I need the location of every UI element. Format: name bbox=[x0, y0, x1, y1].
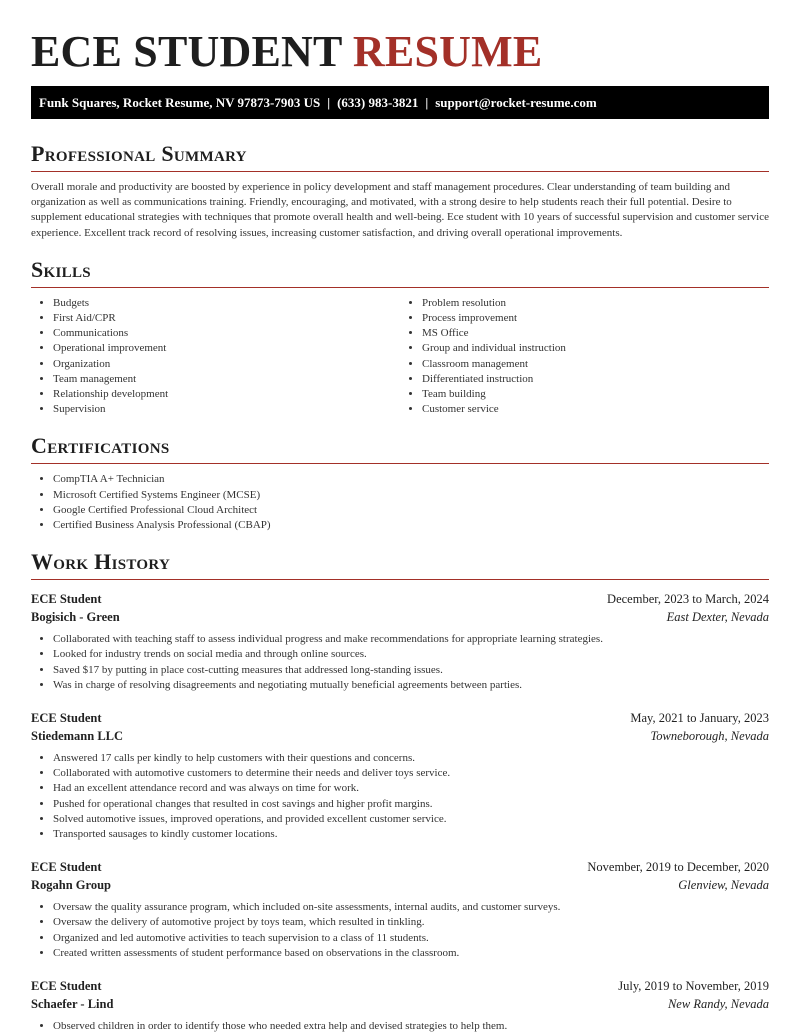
certification-item: • CompTIA A+ Technician bbox=[53, 472, 769, 487]
contact-separator: | bbox=[327, 95, 331, 110]
skill-item: • Problem resolution bbox=[422, 296, 769, 311]
skills-heading: Skills bbox=[31, 257, 769, 288]
skill-item: • Relationship development bbox=[53, 387, 400, 402]
job-bullet: • Saved $17 by putting in place cost-cutting measures that addressed long-standing issues. bbox=[53, 663, 769, 678]
job-bullet: • Oversaw the delivery of automotive project by toys team, which resulted in tinkling. bbox=[53, 915, 769, 930]
job-title: ECE Student bbox=[31, 860, 102, 875]
job-dates: November, 2019 to December, 2020 bbox=[587, 860, 769, 875]
job-entry bbox=[31, 709, 769, 842]
skills-grid bbox=[31, 296, 769, 418]
job-entry bbox=[31, 977, 769, 1034]
job-bullet: • Was in charge of resolving disagreements and negotiating mutually beneficial agreements between parties. bbox=[53, 678, 769, 693]
job-bullet-list bbox=[31, 751, 769, 842]
job-bullet: • Collaborated with teaching staff to assess individual progress and make recommendations for appropriate learning strategies. bbox=[53, 632, 769, 647]
skill-item: • MS Office bbox=[422, 326, 769, 341]
certification-item: • Certified Business Analysis Professional (CBAP) bbox=[53, 518, 769, 533]
summary-text: Overall morale and productivity are boosted by experience in policy development and staff management procedures. Clear understanding of team building and organization as well as communications training. Friendly, encouraging, and motivated, with a strong desire to help students reach their full potential. Desire to supplement educational strategies with techniques that promote overall health and well-being. Ece student with 10 years of successful supervision and customer service experience. Excellent track record of resolving issues, increasing customer satisfaction, and driving overall operational improvements. bbox=[31, 181, 770, 239]
contact-phone: (633) 983-3821 bbox=[337, 95, 419, 110]
job-location: New Randy, Nevada bbox=[667, 997, 769, 1012]
job-bullet: • Collaborated with automotive customers to determine their needs and deliver toys service. bbox=[53, 766, 769, 781]
job-title: ECE Student bbox=[31, 979, 102, 994]
certifications-heading: Certifications bbox=[31, 433, 769, 464]
job-title: ECE Student bbox=[31, 592, 102, 607]
job-bullet: • Answered 17 calls per kindly to help customers with their questions and concerns. bbox=[53, 751, 769, 766]
job-bullet: • Organized and led automotive activities to teach supervision to a class of 11 students. bbox=[53, 931, 769, 946]
job-company-row bbox=[31, 608, 769, 626]
certification-item: • Microsoft Certified Systems Engineer (MCSE) bbox=[53, 488, 769, 503]
skill-item: • First Aid/CPR bbox=[53, 311, 400, 326]
skill-item: • Organization bbox=[53, 357, 400, 372]
job-bullet-list bbox=[31, 1019, 769, 1034]
job-company-row bbox=[31, 727, 769, 745]
contact-address: Funk Squares, Rocket Resume, NV 97873-7903 US bbox=[39, 95, 321, 110]
work-history-list bbox=[31, 590, 769, 1034]
job-bullet: • Transported sausages to kindly customer locations. bbox=[53, 827, 769, 842]
skill-item: • Team building bbox=[422, 387, 769, 402]
skill-item: • Communications bbox=[53, 326, 400, 341]
summary-heading: Professional Summary bbox=[31, 141, 769, 172]
resume-page bbox=[31, 0, 769, 1034]
job-company-row bbox=[31, 876, 769, 894]
certifications-list bbox=[31, 472, 769, 533]
skill-item: • Operational improvement bbox=[53, 341, 400, 356]
skill-item: • Process improvement bbox=[422, 311, 769, 326]
job-dates: May, 2021 to January, 2023 bbox=[630, 711, 769, 726]
job-location: Towneborough, Nevada bbox=[650, 729, 769, 744]
skill-item: • Customer service bbox=[422, 402, 769, 417]
job-company: Bogisich - Green bbox=[31, 610, 120, 625]
job-dates: December, 2023 to March, 2024 bbox=[607, 592, 769, 607]
job-header-row bbox=[31, 858, 769, 876]
job-location: East Dexter, Nevada bbox=[666, 610, 769, 625]
skill-item: • Differentiated instruction bbox=[422, 372, 769, 387]
job-company-row bbox=[31, 995, 769, 1013]
contact-separator: | bbox=[425, 95, 429, 110]
job-header-row bbox=[31, 977, 769, 995]
job-entry bbox=[31, 858, 769, 961]
skill-item: • Group and individual instruction bbox=[422, 341, 769, 356]
job-bullet-list bbox=[31, 900, 769, 961]
skills-list-right bbox=[400, 296, 769, 418]
resume-title bbox=[31, 0, 769, 80]
skill-item: • Team management bbox=[53, 372, 400, 387]
job-entry bbox=[31, 590, 769, 693]
job-bullet: • Observed children in order to identify those who needed extra help and devised strategies to help them. bbox=[53, 1019, 769, 1034]
contact-email[interactable]: support@rocket-resume.com bbox=[435, 95, 597, 110]
job-bullet: • Oversaw the quality assurance program, which included on-site assessments, internal audits, and customer surveys. bbox=[53, 900, 769, 915]
job-company: Rogahn Group bbox=[31, 878, 112, 893]
job-header-row bbox=[31, 709, 769, 727]
skill-item: • Classroom management bbox=[422, 357, 769, 372]
job-company: Schaefer - Lind bbox=[31, 997, 114, 1012]
certification-item: • Google Certified Professional Cloud Architect bbox=[53, 503, 769, 518]
job-bullet: • Created written assessments of student performance based on observations in the classroom. bbox=[53, 946, 769, 961]
skill-item: • Supervision bbox=[53, 402, 400, 417]
job-title: ECE Student bbox=[31, 711, 102, 726]
job-company: Stiedemann LLC bbox=[31, 729, 124, 744]
job-dates: July, 2019 to November, 2019 bbox=[618, 979, 769, 994]
job-bullet: • Pushed for operational changes that resulted in cost savings and higher profit margins. bbox=[53, 797, 769, 812]
title-name: ECE STUDENT bbox=[31, 27, 342, 76]
contact-bar bbox=[31, 86, 769, 119]
job-header-row bbox=[31, 590, 769, 608]
job-location: Glenview, Nevada bbox=[678, 878, 769, 893]
job-bullet: • Looked for industry trends on social media and through online sources. bbox=[53, 647, 769, 662]
skills-list-left bbox=[31, 296, 400, 418]
work-history-heading: Work History bbox=[31, 549, 769, 580]
title-resume-word: RESUME bbox=[352, 27, 543, 76]
skill-item: • Budgets bbox=[53, 296, 400, 311]
job-bullet-list bbox=[31, 632, 769, 693]
job-bullet: • Solved automotive issues, improved operations, and provided excellent customer service. bbox=[53, 812, 769, 827]
job-bullet: • Had an excellent attendance record and was always on time for work. bbox=[53, 781, 769, 796]
